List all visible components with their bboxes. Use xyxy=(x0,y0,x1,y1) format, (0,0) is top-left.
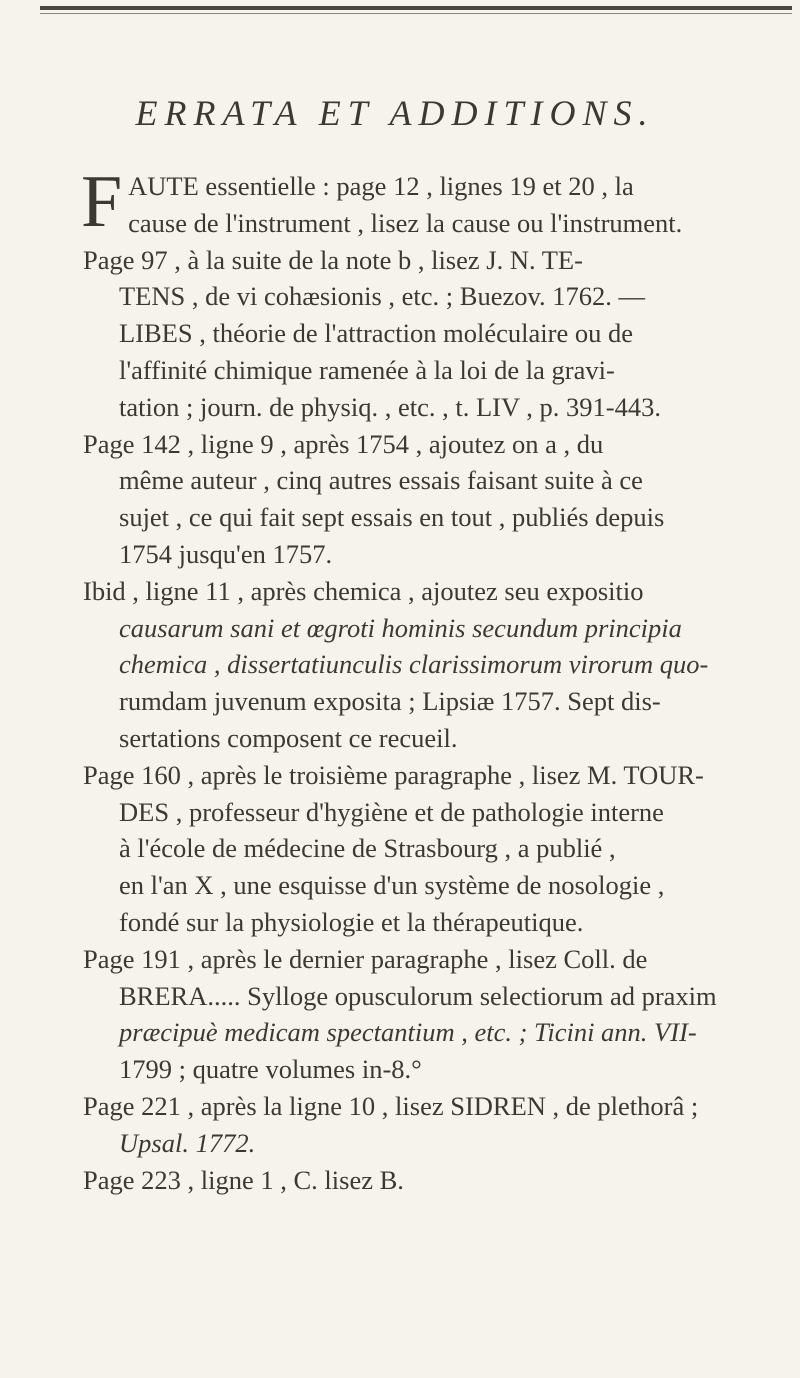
errata-line: Page 142 , ligne 9 , après 1754 , ajoutez on a , du xyxy=(83,428,604,459)
errata-entry-6 xyxy=(83,941,783,1088)
errata-entry-8 xyxy=(83,1162,783,1199)
errata-line: cause de l'instrument , lisez la cause ou l'instrument. xyxy=(128,207,683,238)
errata-line: TENS , de vi cohæsionis , etc. ; Buezov. 1762. — xyxy=(119,281,646,312)
errata-entry-7 xyxy=(83,1088,783,1162)
errata-entry-4 xyxy=(83,573,783,757)
errata-line: AUTE essentielle : page 12 , lignes 19 et 20 , la xyxy=(128,171,634,201)
errata-line: BRERA..... Sylloge opusculorum selectiorum ad praxim xyxy=(119,980,717,1011)
errata-line: rumdam juvenum exposita ; Lipsiæ 1757. Sept dis- xyxy=(119,686,661,717)
errata-line: Page 221 , après la ligne 10 , lisez SIDREN , de plethorâ ; xyxy=(83,1090,699,1121)
errata-line: l'affinité chimique ramenée à la loi de la gravi- xyxy=(119,354,615,385)
errata-line: sujet , ce qui fait sept essais en tout , publiés depuis xyxy=(119,502,665,533)
drop-capital: F xyxy=(81,161,123,243)
errata-line: causarum sani et œgroti hominis secundum principia xyxy=(119,612,682,643)
top-rule-thin xyxy=(40,13,792,14)
errata-line: même auteur , cinq autres essais faisant suite à ce xyxy=(119,465,643,496)
errata-line: à l'école de médecine de Strasbourg , a publié , xyxy=(119,833,616,864)
errata-line: Page 223 , ligne 1 , C. lisez B. xyxy=(83,1164,404,1195)
errata-entry-5 xyxy=(83,757,783,941)
errata-line: Page 191 , après le dernier paragraphe , lisez Coll. de xyxy=(83,943,648,974)
page-title: ERRATA ET ADDITIONS. xyxy=(135,93,655,133)
errata-entry-2 xyxy=(83,242,783,426)
errata-line: Page 97 , à la suite de la note b , lisez J. N. TE- xyxy=(83,244,583,275)
errata-entry-1 xyxy=(81,161,783,243)
errata-line: 1799 ; quatre volumes in-8.° xyxy=(119,1054,422,1085)
errata-line: Ibid , ligne 11 , après chemica , ajoutez seu expositio xyxy=(83,575,644,606)
top-rule xyxy=(40,6,792,10)
errata-line: chemica , dissertatiunculis clarissimorum virorum quo- xyxy=(119,649,709,680)
errata-line: Upsal. 1772. xyxy=(119,1127,256,1158)
errata-line: LIBES , théorie de l'attraction moléculaire ou de xyxy=(119,318,633,349)
errata-line: 1754 jusqu'en 1757. xyxy=(119,538,333,569)
errata-line: fondé sur la physiologie et la thérapeutique. xyxy=(119,906,584,937)
errata-line: Page 160 , après le troisième paragraphe , lisez M. TOUR- xyxy=(83,759,704,790)
errata-line: en l'an X , une esquisse d'un système de nosologie , xyxy=(119,870,665,901)
errata-entry-3 xyxy=(83,426,783,573)
errata-line: tation ; journ. de physiq. , etc. , t. LIV , p. 391-443. xyxy=(119,391,661,422)
errata-line: sertations composent ce recueil. xyxy=(119,722,458,753)
errata-line: præcipuè medicam spectantium , etc. ; Ticini ann. VII- xyxy=(119,1017,697,1048)
errata-body xyxy=(81,161,783,1198)
errata-line: DES , professeur d'hygiène et de pathologie interne xyxy=(119,796,664,827)
